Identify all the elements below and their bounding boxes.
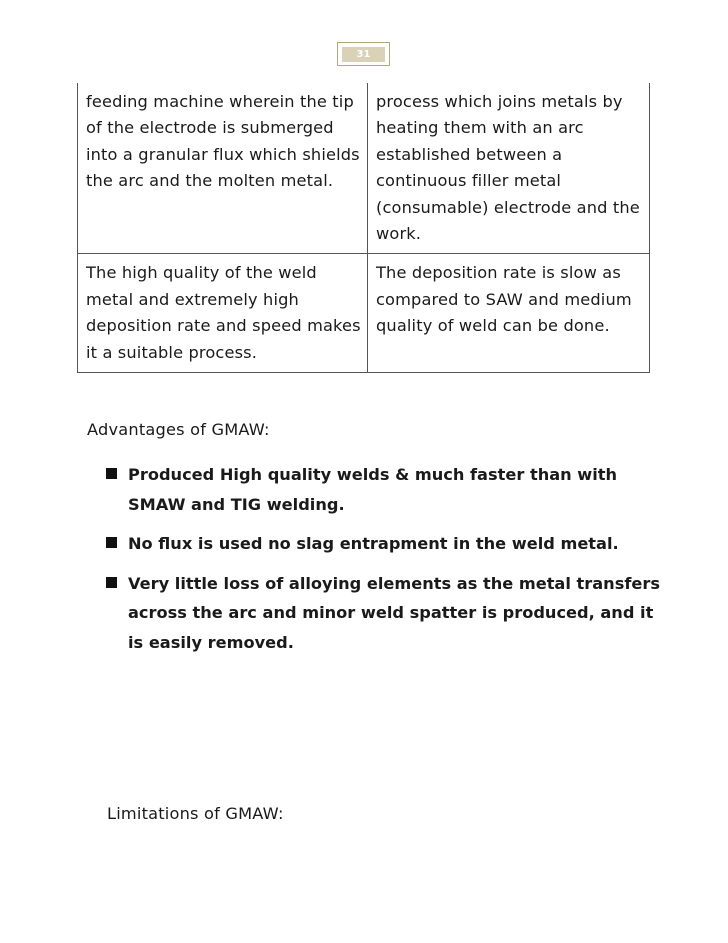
square-bullet-icon — [106, 468, 117, 479]
list-item-text: No flux is used no slag entrapment in the weld metal. — [128, 534, 619, 553]
page-number-badge — [337, 42, 390, 66]
table-row — [78, 83, 650, 254]
limitations-heading: Limitations of GMAW: — [107, 804, 284, 823]
square-bullet-icon — [106, 577, 117, 588]
comparison-table — [77, 83, 650, 373]
table-cell-left: The high quality of the weld metal and extremely high deposition rate and speed makes it a suitable process. — [78, 254, 368, 373]
table-cell-right: process which joins metals by heating them with an arc established between a continuous filler metal (consumable) electrode and the work. — [368, 83, 650, 254]
list-item-text: Produced High quality welds & much faster than with SMAW and TIG welding. — [128, 465, 618, 514]
square-bullet-icon — [106, 537, 117, 548]
advantages-list — [104, 460, 664, 667]
advantages-heading: Advantages of GMAW: — [87, 420, 270, 439]
list-item-text: Very little loss of alloying elements as the metal transfers across the arc and minor weld spatter is produced, and it is easily removed. — [128, 573, 660, 652]
list-item — [104, 569, 664, 658]
table-cell-right: The deposition rate is slow as compared to SAW and medium quality of weld can be done. — [368, 254, 650, 373]
list-item — [104, 460, 664, 519]
table-row — [78, 254, 650, 373]
page-number: 31 — [342, 47, 385, 62]
table-cell-left: feeding machine wherein the tip of the electrode is submerged into a granular flux which shields the arc and the molten metal. — [78, 83, 368, 254]
list-item — [104, 529, 664, 559]
